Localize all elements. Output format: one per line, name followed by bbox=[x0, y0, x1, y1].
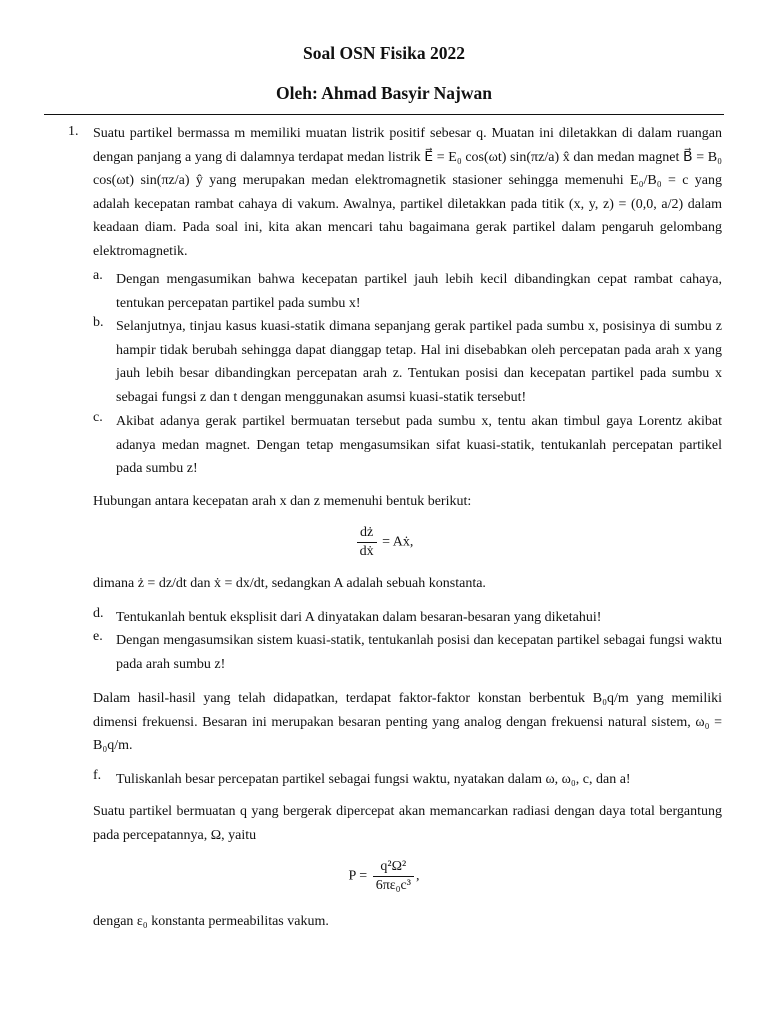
problem-intro: Suatu partikel bermassa m memiliki muatan listrik positif sebesar q. Muatan ini diletakkan di dalam ruangan dengan panjang a yang di dalamnya terdapat medan listrik E⃗ = E₀ cos(ωt) sin(πz/a) x̂ dan medan magnet B⃗ = B₀ cos(ωt) sin(πz/a) ŷ yang merupakan medan elektromagnetik stasioner sehingga memenuhi E₀/B₀ = c yang adalah kecepatan rambat cahaya di vakum. Awalnya, partikel diletakkan pada titik (x, y, z) = (0,0, a/2) dalam keadaan diam. Pada soal ini, kita akan mencari tahu bagaimana gerak partikel dalam pengaruh gelombang elektromagnetik. bbox=[93, 126, 722, 259]
power-fraction bbox=[373, 858, 414, 895]
part-a-label: a. bbox=[93, 268, 103, 283]
relation-intro: Hubungan antara kecepatan arah x dan z memenuhi bentuk berikut: bbox=[93, 494, 472, 509]
part-f-text: Tuliskanlah besar percepatan partikel sebagai fungsi waktu, nyatakan dalam ω, ω₀, c, dan a! bbox=[116, 772, 631, 787]
power-numerator: q²Ω² bbox=[373, 858, 414, 877]
equation-rhs: = Aẋ, bbox=[382, 534, 414, 550]
relation-definition: dimana ż = dz/dt dan ẋ = dx/dt, sedangkan A adalah sebuah konstanta. bbox=[93, 576, 486, 591]
document-author: Oleh: Ahmad Basyir Najwan bbox=[275, 83, 493, 103]
power-tail: , bbox=[415, 868, 420, 884]
part-e-label: e. bbox=[93, 629, 103, 644]
header-divider bbox=[44, 114, 724, 115]
part-c-label: c. bbox=[93, 410, 103, 425]
part-e-text: Dengan mengasumsikan sistem kuasi-statik, tentukanlah posisi dan kecepatan partikel sebagai fungsi waktu pada arah sumbu z! bbox=[116, 633, 722, 672]
power-lhs: P = bbox=[348, 868, 368, 884]
frequency-paragraph: Dalam hasil-hasil yang telah didapatkan, terdapat faktor-faktor konstan berbentuk B₀q/m yang memiliki dimensi frekuensi. Besaran ini merupakan besaran penting yang analog dengan frekuensi natural sistem, ω₀ = B₀q/m. bbox=[93, 691, 722, 754]
fraction-denominator: dẋ bbox=[359, 544, 374, 559]
equation-fraction bbox=[357, 524, 377, 561]
document-title: Soal OSN Fisika 2022 bbox=[303, 43, 465, 63]
part-d-label: d. bbox=[93, 606, 104, 621]
part-d-text: Tentukanlah bentuk eksplisit dari A dinyatakan dalam besaran-besaran yang diketahui! bbox=[116, 610, 602, 625]
part-b-label: b. bbox=[93, 315, 104, 330]
part-f-label: f. bbox=[93, 768, 102, 783]
part-c-text: Akibat adanya gerak partikel bermuatan tersebut pada sumbu x, tentu akan timbul gaya Lorentz akibat adanya medan magnet. Dengan tetap mengasumsikan sifat kuasi-statik, tentukanlah percepatan partikel pada sumbu z! bbox=[116, 414, 722, 477]
equation-velocity-relation bbox=[0, 524, 768, 561]
closing-line: dengan ε₀ konstanta permeabilitas vakum. bbox=[93, 914, 329, 929]
radiation-paragraph: Suatu partikel bermuatan q yang bergerak dipercepat akan memancarkan radiasi dengan daya total bergantung pada percepatannya, Ω, yaitu bbox=[93, 804, 722, 843]
part-b-text: Selanjutnya, tinjau kasus kuasi-statik dimana sepanjang gerak partikel pada sumbu x, posisinya di sumbu z hampir tidak berubah sehingga dapat dianggap tetap. Hal ini disebabkan oleh percepatan pada arah x yang jauh lebih besar dibandingkan percepatan arah z. Tentukan posisi dan kecepatan partikel pada sumbu x sebagai fungsi z dan t dengan menggunakan asumsi kuasi-statik tersebut! bbox=[116, 319, 722, 405]
problem-number: 1. bbox=[68, 124, 79, 139]
part-a-text: Dengan mengasumikan bahwa kecepatan partikel jauh lebih kecil dibandingkan cepat rambat cahaya, tentukan percepatan partikel pada sumbu x! bbox=[116, 272, 722, 311]
fraction-numerator: dż bbox=[357, 524, 377, 543]
equation-radiated-power bbox=[0, 858, 768, 895]
power-denominator: 6πε₀c³ bbox=[375, 878, 411, 893]
